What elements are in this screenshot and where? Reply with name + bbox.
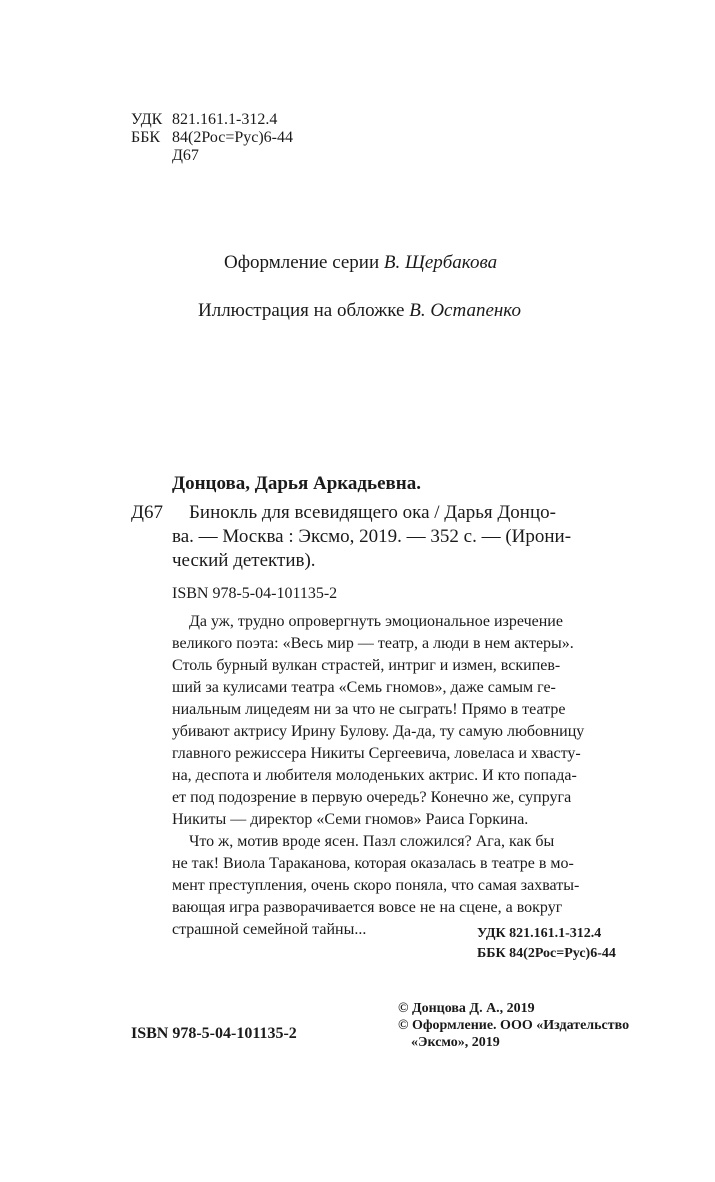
- annotation-line: вающая игра разворачивается вовсе не на сцене, а вокруг: [172, 899, 563, 916]
- record-line: Бинокль для всевидящего ока / Дарья Донцо-: [189, 502, 556, 523]
- series-credit: [224, 252, 497, 274]
- udk-row: [0, 111, 715, 129]
- isbn-bottom: ISBN 978-5-04-101135-2: [131, 1025, 297, 1042]
- annotation-line: ет под подозрение в первую очередь? Конечно же, супруга: [172, 789, 572, 806]
- record-code: Д67: [131, 502, 163, 523]
- bbk-code: 84(2Рос=Рус)6-44: [172, 129, 294, 146]
- annotation-line: на, деспота и любителя молоденьких актрис. И кто попада-: [172, 767, 577, 784]
- udk-code-right: УДК 821.161.1-312.4: [477, 926, 602, 941]
- record-line: ва. — Москва : Эксмо, 2019. — 352 с. — (Ирони-: [172, 526, 572, 547]
- annotation-line: мент преступления, очень скоро поняла, что самая захваты-: [172, 877, 580, 894]
- author-mark: Д67: [172, 147, 199, 164]
- annotation-line: не так! Виола Тараканова, которая оказалась в театре в мо-: [172, 855, 574, 872]
- annotation-line: главного режиссера Никиты Сергеевича, ловеласа и хвасту-: [172, 745, 581, 762]
- bbk-code-right: ББК 84(2Рос=Рус)6-44: [477, 946, 616, 961]
- bbk-row: [0, 129, 715, 147]
- annotation-line: Что ж, мотив вроде ясен. Пазл сложился? Ага, как бы: [189, 833, 555, 850]
- annotation-line: убивают актрису Ирину Булову. Да-да, ту самую любовницу: [172, 723, 585, 740]
- record-author: Донцова, Дарья Аркадьевна.: [172, 473, 421, 494]
- copyright-design: © Оформление. ООО «Издательство: [398, 1018, 630, 1033]
- series-label: Оформление серии: [224, 252, 380, 273]
- copyright-publisher: «Эксмо», 2019: [411, 1035, 500, 1050]
- cover-name: В. Остапенко: [409, 300, 521, 321]
- record-isbn: ISBN 978-5-04-101135-2: [172, 585, 338, 602]
- annotation-line: великого поэта: «Весь мир — театр, а люди в нем актеры».: [172, 635, 574, 652]
- annotation-line: страшной семейной тайны...: [172, 921, 367, 938]
- record-line: ческий детектив).: [172, 550, 316, 571]
- cover-credit: [198, 300, 521, 322]
- annotation-line: Да уж, трудно опровергнуть эмоциональное изречение: [189, 613, 563, 630]
- annotation-line: ниальным лицедеям ни за что не сыграть! Прямо в театре: [172, 701, 566, 718]
- annotation-line: Столь бурный вулкан страстей, интриг и измен, вскипев-: [172, 657, 561, 674]
- udk-label: УДК: [131, 111, 163, 128]
- annotation-line: ший за кулисами театра «Семь гномов», даже самым ге-: [172, 679, 556, 696]
- series-name: В. Щербакова: [383, 252, 498, 273]
- copyright-author: © Донцова Д. А., 2019: [398, 1001, 535, 1016]
- udk-code: 821.161.1-312.4: [172, 111, 278, 128]
- bbk-label: ББК: [131, 129, 161, 146]
- cover-label: Иллюстрация на обложке: [198, 300, 405, 321]
- annotation-line: Никиты — директор «Семи гномов» Раиса Горкина.: [172, 811, 529, 828]
